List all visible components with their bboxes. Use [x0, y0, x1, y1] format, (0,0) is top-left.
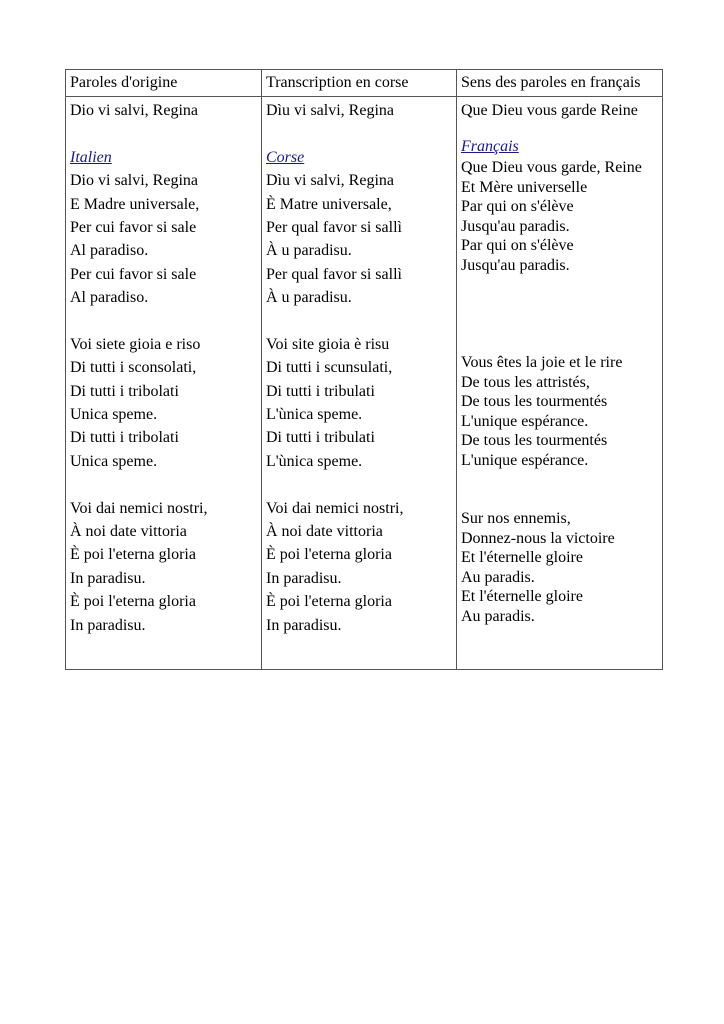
french-stanza-3 — [461, 509, 658, 626]
french-stanza-2 — [461, 353, 658, 470]
lyric-line: Voi site gioia è risu — [266, 335, 390, 353]
lyric-line: À u paradisu. — [266, 289, 352, 307]
lyric-line: Et l'éternelle gloire — [461, 549, 583, 567]
lyrics-table — [65, 69, 663, 670]
lyric-line: L'ùnica speme. — [266, 452, 363, 470]
lyric-line: Di tutti i scunsulati, — [266, 359, 393, 377]
lyric-line: Al paradiso. — [70, 289, 149, 307]
lyric-line: E Madre universale, — [70, 195, 200, 213]
corsican-stanza-1 — [266, 169, 452, 309]
corsican-stanza-2 — [266, 333, 452, 473]
lyric-line: Di tutti i tribolati — [70, 382, 179, 400]
lyric-line: È Matre universale, — [266, 195, 392, 213]
lyric-line: À u paradisu. — [266, 242, 352, 260]
lyric-line: Vous êtes la joie et le rire — [461, 354, 623, 372]
lyric-line: Donnez-nous la victoire — [461, 529, 615, 547]
lyric-line: Et Mère universelle — [461, 178, 588, 196]
lyric-line: Voi dai nemici nostri, — [70, 499, 208, 517]
lyric-line: È poi l'eterna gloria — [266, 546, 392, 564]
french-meaning-cell — [457, 97, 663, 670]
lyric-line: Per qual favor si sallì — [266, 265, 402, 283]
lyric-line: Voi siete gioia e riso — [70, 335, 201, 353]
lyric-line: L'unique espérance. — [461, 451, 589, 469]
lyric-line: In paradisu. — [266, 616, 342, 634]
lyric-line: Voi dai nemici nostri, — [266, 499, 404, 517]
lyric-line: Au paradis. — [461, 607, 535, 625]
italian-stanza-3 — [70, 497, 257, 637]
lyric-line: Per cui favor si sale — [70, 265, 197, 283]
lyric-line: De tous les attristés, — [461, 373, 590, 391]
lyric-line: À noi date vittoria — [70, 523, 187, 541]
lyric-line: De tous les tourmentés — [461, 393, 608, 411]
lyric-line: In paradisu. — [70, 616, 146, 634]
lyric-line: Di tutti i tribulati — [266, 429, 375, 447]
italian-title: Dio vi salvi, Regina — [70, 102, 198, 119]
italian-lyrics-cell — [66, 97, 262, 670]
french-title: Que Dieu vous garde Reine — [461, 102, 638, 119]
lyric-line: È poi l'eterna gloria — [266, 593, 392, 611]
lyric-line: Dìu vi salvi, Regina — [266, 172, 394, 190]
lyric-line: In paradisu. — [266, 569, 342, 587]
lyric-line: Al paradiso. — [70, 242, 149, 260]
lyric-line: In paradisu. — [70, 569, 146, 587]
lyric-line: Per cui favor si sale — [70, 218, 197, 236]
lyric-line: Di tutti i sconsolati, — [70, 359, 197, 377]
french-stanza-1 — [461, 158, 658, 275]
lyric-line: Per qual favor si sallì — [266, 218, 402, 236]
italian-stanza-2 — [70, 333, 257, 473]
corsican-stanza-3 — [266, 497, 452, 637]
lyric-line: Di tutti i tribulati — [266, 382, 375, 400]
lyric-line: Par qui on s'élève — [461, 198, 574, 216]
corsican-title: Dìu vi salvi, Regina — [266, 102, 394, 119]
italian-stanza-1 — [70, 169, 257, 309]
lyric-line: L'ùnica speme. — [266, 406, 363, 424]
lyric-line: Par qui on s'élève — [461, 237, 574, 255]
lyric-line: È poi l'eterna gloria — [70, 546, 196, 564]
lyric-line: Et l'éternelle gloire — [461, 588, 583, 606]
lyric-line: Unica speme. — [70, 452, 158, 470]
lyric-line: Dio vi salvi, Regina — [70, 172, 198, 190]
table-row — [66, 97, 663, 670]
header-corsican-transcription: Transcription en corse — [262, 70, 457, 97]
lyric-line: Jusqu'au paradis. — [461, 217, 570, 235]
lyric-line: Sur nos ennemis, — [461, 510, 571, 528]
lyric-line: L'unique espérance. — [461, 412, 589, 430]
lyric-line: Jusqu'au paradis. — [461, 256, 570, 274]
lyric-line: È poi l'eterna gloria — [70, 593, 196, 611]
corsican-lyrics-cell — [262, 97, 457, 670]
lyric-line: Di tutti i tribolati — [70, 429, 179, 447]
table-header-row — [66, 70, 663, 97]
header-original-lyrics: Paroles d'origine — [66, 70, 262, 97]
lyric-line: Que Dieu vous garde, Reine — [461, 159, 642, 177]
french-language-link[interactable]: Français — [461, 138, 519, 156]
lyric-line: Au paradis. — [461, 568, 535, 586]
lyric-line: À noi date vittoria — [266, 523, 383, 541]
header-french-meaning: Sens des paroles en français — [457, 70, 663, 97]
lyric-line: De tous les tourmentés — [461, 432, 608, 450]
corsican-language-link[interactable]: Corse — [266, 148, 305, 166]
lyric-line: Unica speme. — [70, 406, 158, 424]
italian-language-link[interactable]: Italien — [70, 148, 112, 166]
